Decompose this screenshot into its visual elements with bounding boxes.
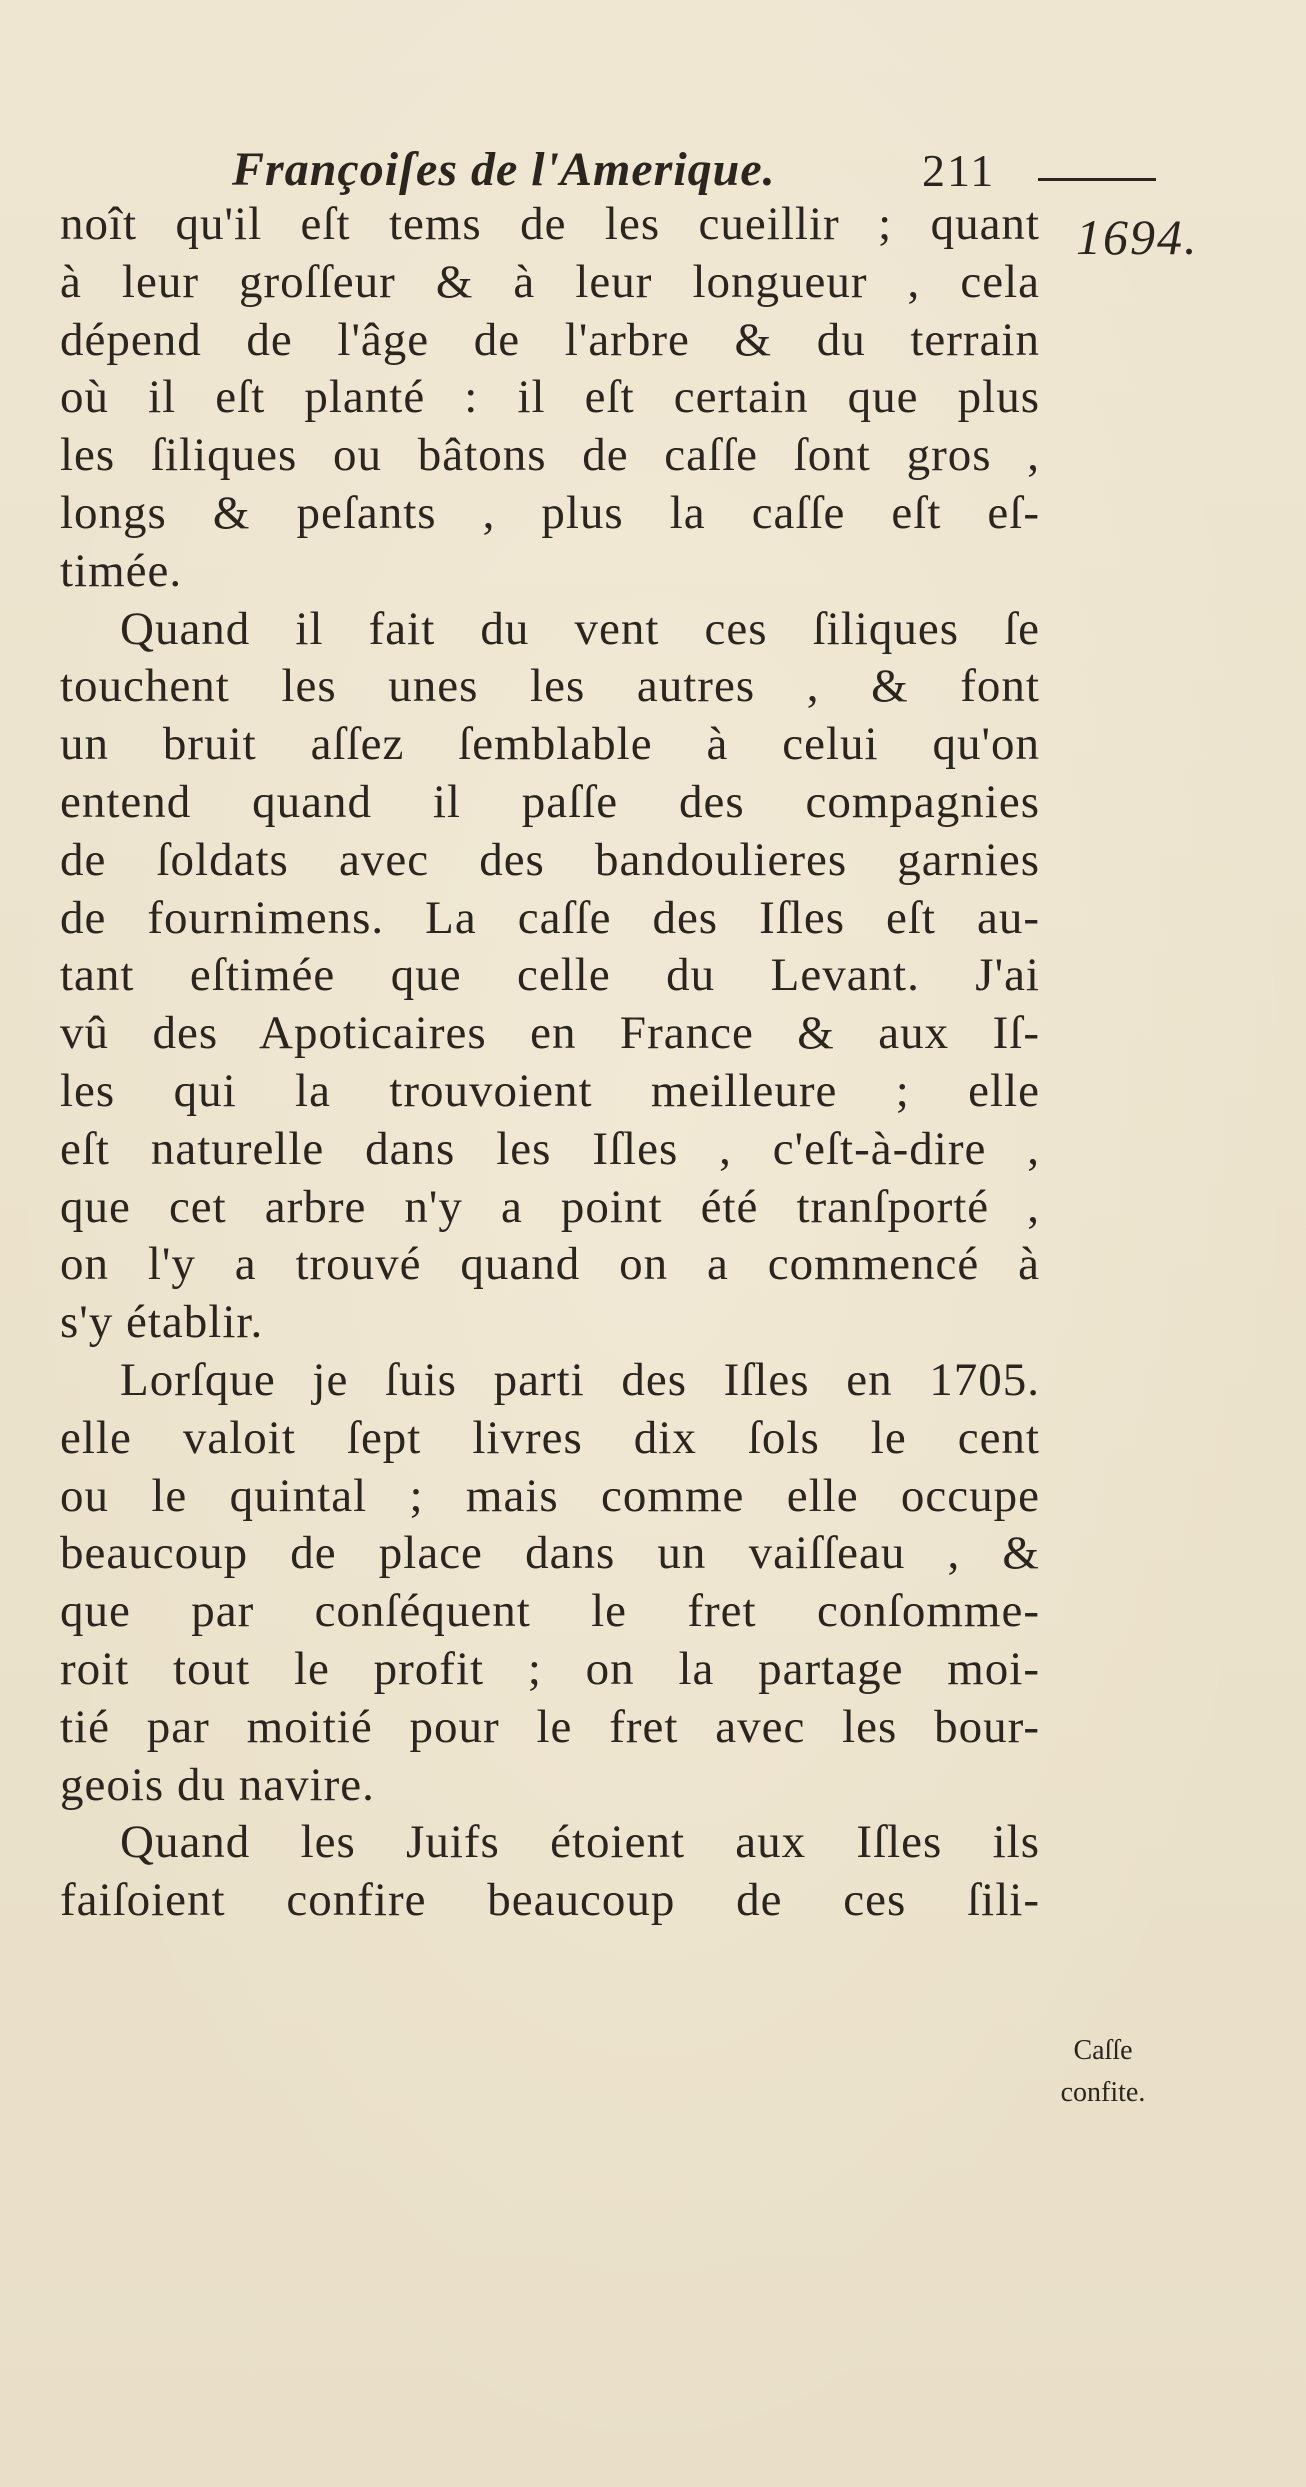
text-line: Lorſque je ſuis parti des Iſles en 1705. — [120, 1353, 1040, 1406]
text-line: dépend de l'âge de l'arbre & du terrain — [60, 313, 1040, 366]
text-line: les ſiliques ou bâtons de caſſe ſont gros , — [60, 429, 1040, 482]
text-line: Quand les Juifs étoient aux Iſles ils — [120, 1816, 1040, 1869]
text-line: tant eſtimée que celle du Levant. J'ai — [60, 949, 1040, 1002]
text-line: timée. — [60, 544, 183, 597]
margin-year: 1694. — [1076, 209, 1199, 265]
text-line: beaucoup de place dans un vaiſſeau , & — [60, 1527, 1040, 1580]
body-text — [60, 196, 1040, 1930]
header-rule — [1038, 178, 1156, 181]
text-line: de fournimens. La caſſe des Iſles eſt au- — [60, 891, 1040, 944]
text-line: geois du navire. — [60, 1758, 375, 1811]
text-line: à leur groſſeur & à leur longueur , cela — [60, 255, 1040, 308]
text-line: où il eſt planté : il eſt certain que plus — [60, 371, 1040, 424]
text-line: les qui la trouvoient meilleure ; elle — [60, 1064, 1040, 1117]
text-line: tié par moitié pour le fret avec les bour- — [60, 1700, 1040, 1753]
text-line: touchent les unes les autres , & font — [60, 660, 1040, 713]
text-line: Quand il fait du vent ces ſiliques ſe — [120, 602, 1040, 655]
text-line: noît qu'il eſt tems de les cueillir ; quant — [60, 198, 1040, 250]
text-line: elle valoit ſept livres dix ſols le cent — [60, 1411, 1040, 1464]
text-line: faiſoient confire beaucoup de ces ſili- — [60, 1874, 1040, 1927]
page-number: 211 — [922, 145, 996, 196]
text-line: on l'y a trouvé quand on a commencé à — [60, 1238, 1040, 1291]
text-line: s'y établir. — [60, 1296, 264, 1349]
text-line: longs & peſants , plus la caſſe eſt eſ- — [60, 486, 1040, 539]
text-line: eſt naturelle dans les Iſles , c'eſt-à-dire , — [60, 1122, 1040, 1175]
running-head: Françoiſes de l'Amerique. — [232, 143, 776, 196]
text-line: roit tout le profit ; on la partage moi- — [60, 1642, 1040, 1695]
text-line: vû des Apoticaires en France & aux Iſ- — [60, 1007, 1040, 1060]
text-line: ou le quintal ; mais comme elle occupe — [60, 1469, 1040, 1522]
text-line: un bruit aſſez ſemblable à celui qu'on — [60, 718, 1040, 771]
text-line: entend quand il paſſe des compagnies — [60, 775, 1040, 828]
page-header — [232, 142, 1172, 202]
text-line: que par conſéquent le fret conſomme- — [60, 1585, 1040, 1638]
margin-note-line-1: Caſſe — [1073, 2035, 1133, 2066]
margin-note — [1048, 2030, 1158, 2114]
text-line: de ſoldats avec des bandoulieres garnies — [60, 833, 1040, 886]
margin-note-line-2: confite. — [1060, 2077, 1146, 2108]
text-line: que cet arbre n'y a point été tranſporté , — [60, 1180, 1040, 1233]
